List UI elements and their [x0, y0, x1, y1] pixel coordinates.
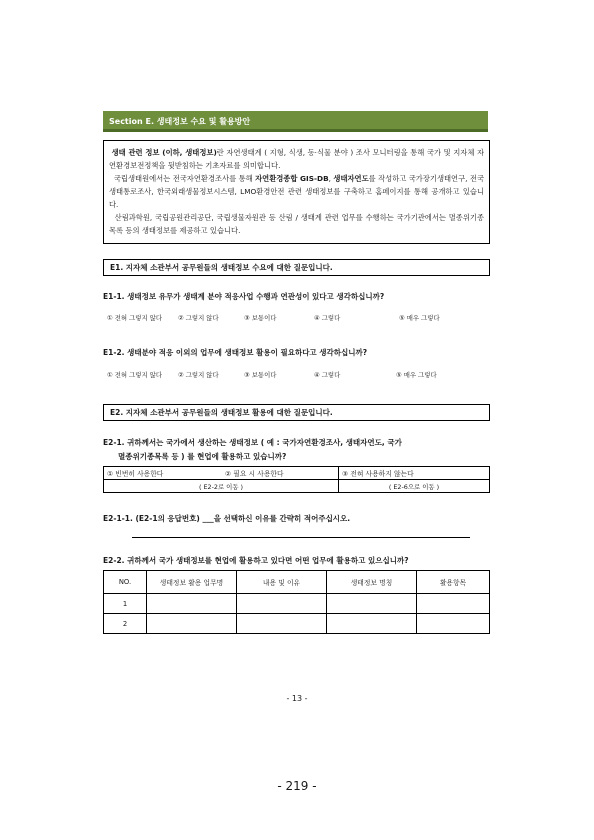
- table-cell[interactable]: [327, 614, 417, 634]
- table-cell[interactable]: [237, 614, 327, 634]
- answer-line[interactable]: [132, 537, 470, 538]
- e2-header: E2. 지자체 소관부서 공무원들의 생태정보 활용에 대한 질문입니다.: [110, 408, 333, 417]
- question-e2-1-line-1: E2-1. 귀하께서는 국가에서 생산하는 생태정보 ( 예 : 국가자연환경조사, 생태자연도, 국가: [103, 438, 402, 447]
- intro-text: 산림과학원, 국립공원관리공단, 국립생물자원관 등 산림 / 생태계 관련 업무를 수행하는 국가기관에서는 멸종위기종 목록 등의 생태정보를 제공하고 있습니다.: [109, 213, 485, 235]
- e1-header-box: [103, 259, 490, 276]
- page-number-outer: - 219 -: [277, 779, 317, 793]
- option-e1-2-3[interactable]: ③ 보통이다: [244, 371, 277, 379]
- table-row: [104, 467, 490, 480]
- col-header-reason: 내용 및 이유: [237, 571, 327, 594]
- table-row: [104, 594, 490, 614]
- option-e1-2-1[interactable]: ① 전혀 그렇지 않다: [107, 371, 163, 379]
- option-e1-2-2[interactable]: ② 그렇지 않다: [178, 371, 219, 379]
- option-e2-1-3[interactable]: ③ 전혀 사용하지 않는다: [339, 467, 490, 480]
- table-cell[interactable]: [147, 594, 237, 614]
- question-e2-2: E2-2. 귀하께서 국가 생태정보를 현업에 활용하고 있다면 어떤 업무에 활용하고 있으십니까?: [103, 556, 409, 565]
- row-number: 1: [104, 594, 147, 614]
- section-title: Section E. 생태정보 수요 및 활용방안: [109, 117, 251, 126]
- col-header-info-name: 생태정보 명칭: [327, 571, 417, 594]
- table-row: [104, 480, 490, 493]
- option-e1-2-5[interactable]: ⑤ 매우 그렇다: [396, 371, 437, 379]
- e1-header: E1. 지자체 소관부서 공무원들의 생태정보 수요에 대한 질문입니다.: [110, 263, 333, 272]
- option-e1-1-5[interactable]: ⑤ 매우 그렇다: [399, 314, 440, 322]
- row-number: 2: [104, 614, 147, 634]
- col-header-task: 생태정보 활용 업무명: [147, 571, 237, 594]
- e2-header-box: [103, 404, 490, 421]
- intro-text: 를 작성하고 국가장기생태연구, 전국생태통로조사, 한국외래생물정보시스템, LMO환경안전 관련 생태정보를 구축하고 홈페이지를 통해 공개하고 있습니다.: [109, 174, 484, 209]
- option-e2-1-1[interactable]: ① 빈번히 사용한다: [104, 467, 223, 480]
- col-header-no: NO.: [104, 571, 147, 594]
- usage-table: [103, 570, 490, 634]
- intro-term: 생태 관련 정보 (이하, 생태정보): [111, 148, 217, 157]
- intro-text: ,: [328, 174, 334, 183]
- table-cell[interactable]: [147, 614, 237, 634]
- intro-paragraph-3: [109, 211, 484, 237]
- table-cell[interactable]: [417, 614, 490, 634]
- intro-term: 자연환경종합 GIS-DB: [255, 174, 329, 183]
- option-e1-1-3[interactable]: ③ 보통이다: [244, 314, 277, 322]
- option-e1-1-2[interactable]: ② 그렇지 않다: [178, 314, 219, 322]
- question-e1-1: E1-1. 생태정보 유무가 생태계 분야 적응사업 수행과 연관성이 있다고 생각하십니까?: [103, 292, 385, 301]
- table-cell[interactable]: [417, 594, 490, 614]
- answer-table-e2-1: [103, 466, 490, 493]
- intro-box: [103, 140, 490, 244]
- question-e2-1-line-2: 멸종위기종목록 등 ) 를 현업에 활용하고 있습니까?: [118, 452, 287, 461]
- option-e2-1-2[interactable]: ② 필요 시 사용한다: [222, 467, 339, 480]
- table-row: [104, 614, 490, 634]
- intro-text: 국립생태원에서는 전국자연환경조사를 통해: [113, 174, 256, 183]
- route-note-1: ( E2-2로 이동 ): [104, 480, 339, 493]
- col-header-items: 활용항목: [417, 571, 490, 594]
- table-cell[interactable]: [237, 594, 327, 614]
- table-header-row: [104, 571, 490, 594]
- page-number-inner: - 13 -: [286, 694, 308, 703]
- intro-text: 란 자연생태계 ( 지형, 식생, 동·식물 분야 ) 조사 모니터링을 통해 국가 및 지자체 자연환경보전정책을 뒷받침하는 기초자료를 의미합니다.: [109, 148, 484, 170]
- intro-paragraph-1: [109, 146, 484, 172]
- option-e1-1-4[interactable]: ④ 그렇다: [314, 314, 341, 322]
- question-e2-1-1: E2-1-1. (E2-1의 응답번호) ___을 선택하신 이유를 간략히 적어주십시오.: [103, 514, 351, 523]
- table-cell[interactable]: [327, 594, 417, 614]
- option-e1-2-4[interactable]: ④ 그렇다: [314, 371, 341, 379]
- section-header: [103, 111, 488, 132]
- intro-term: 생태자연도: [333, 174, 369, 183]
- route-note-2: ( E2-6으로 이동 ): [339, 480, 490, 493]
- option-e1-1-1[interactable]: ① 전혀 그렇지 않다: [107, 314, 163, 322]
- intro-paragraph-2: [109, 172, 484, 211]
- question-e1-2: E1-2. 생태분야 적응 이외의 업무에 생태정보 활용이 필요하다고 생각하십니까?: [103, 348, 368, 357]
